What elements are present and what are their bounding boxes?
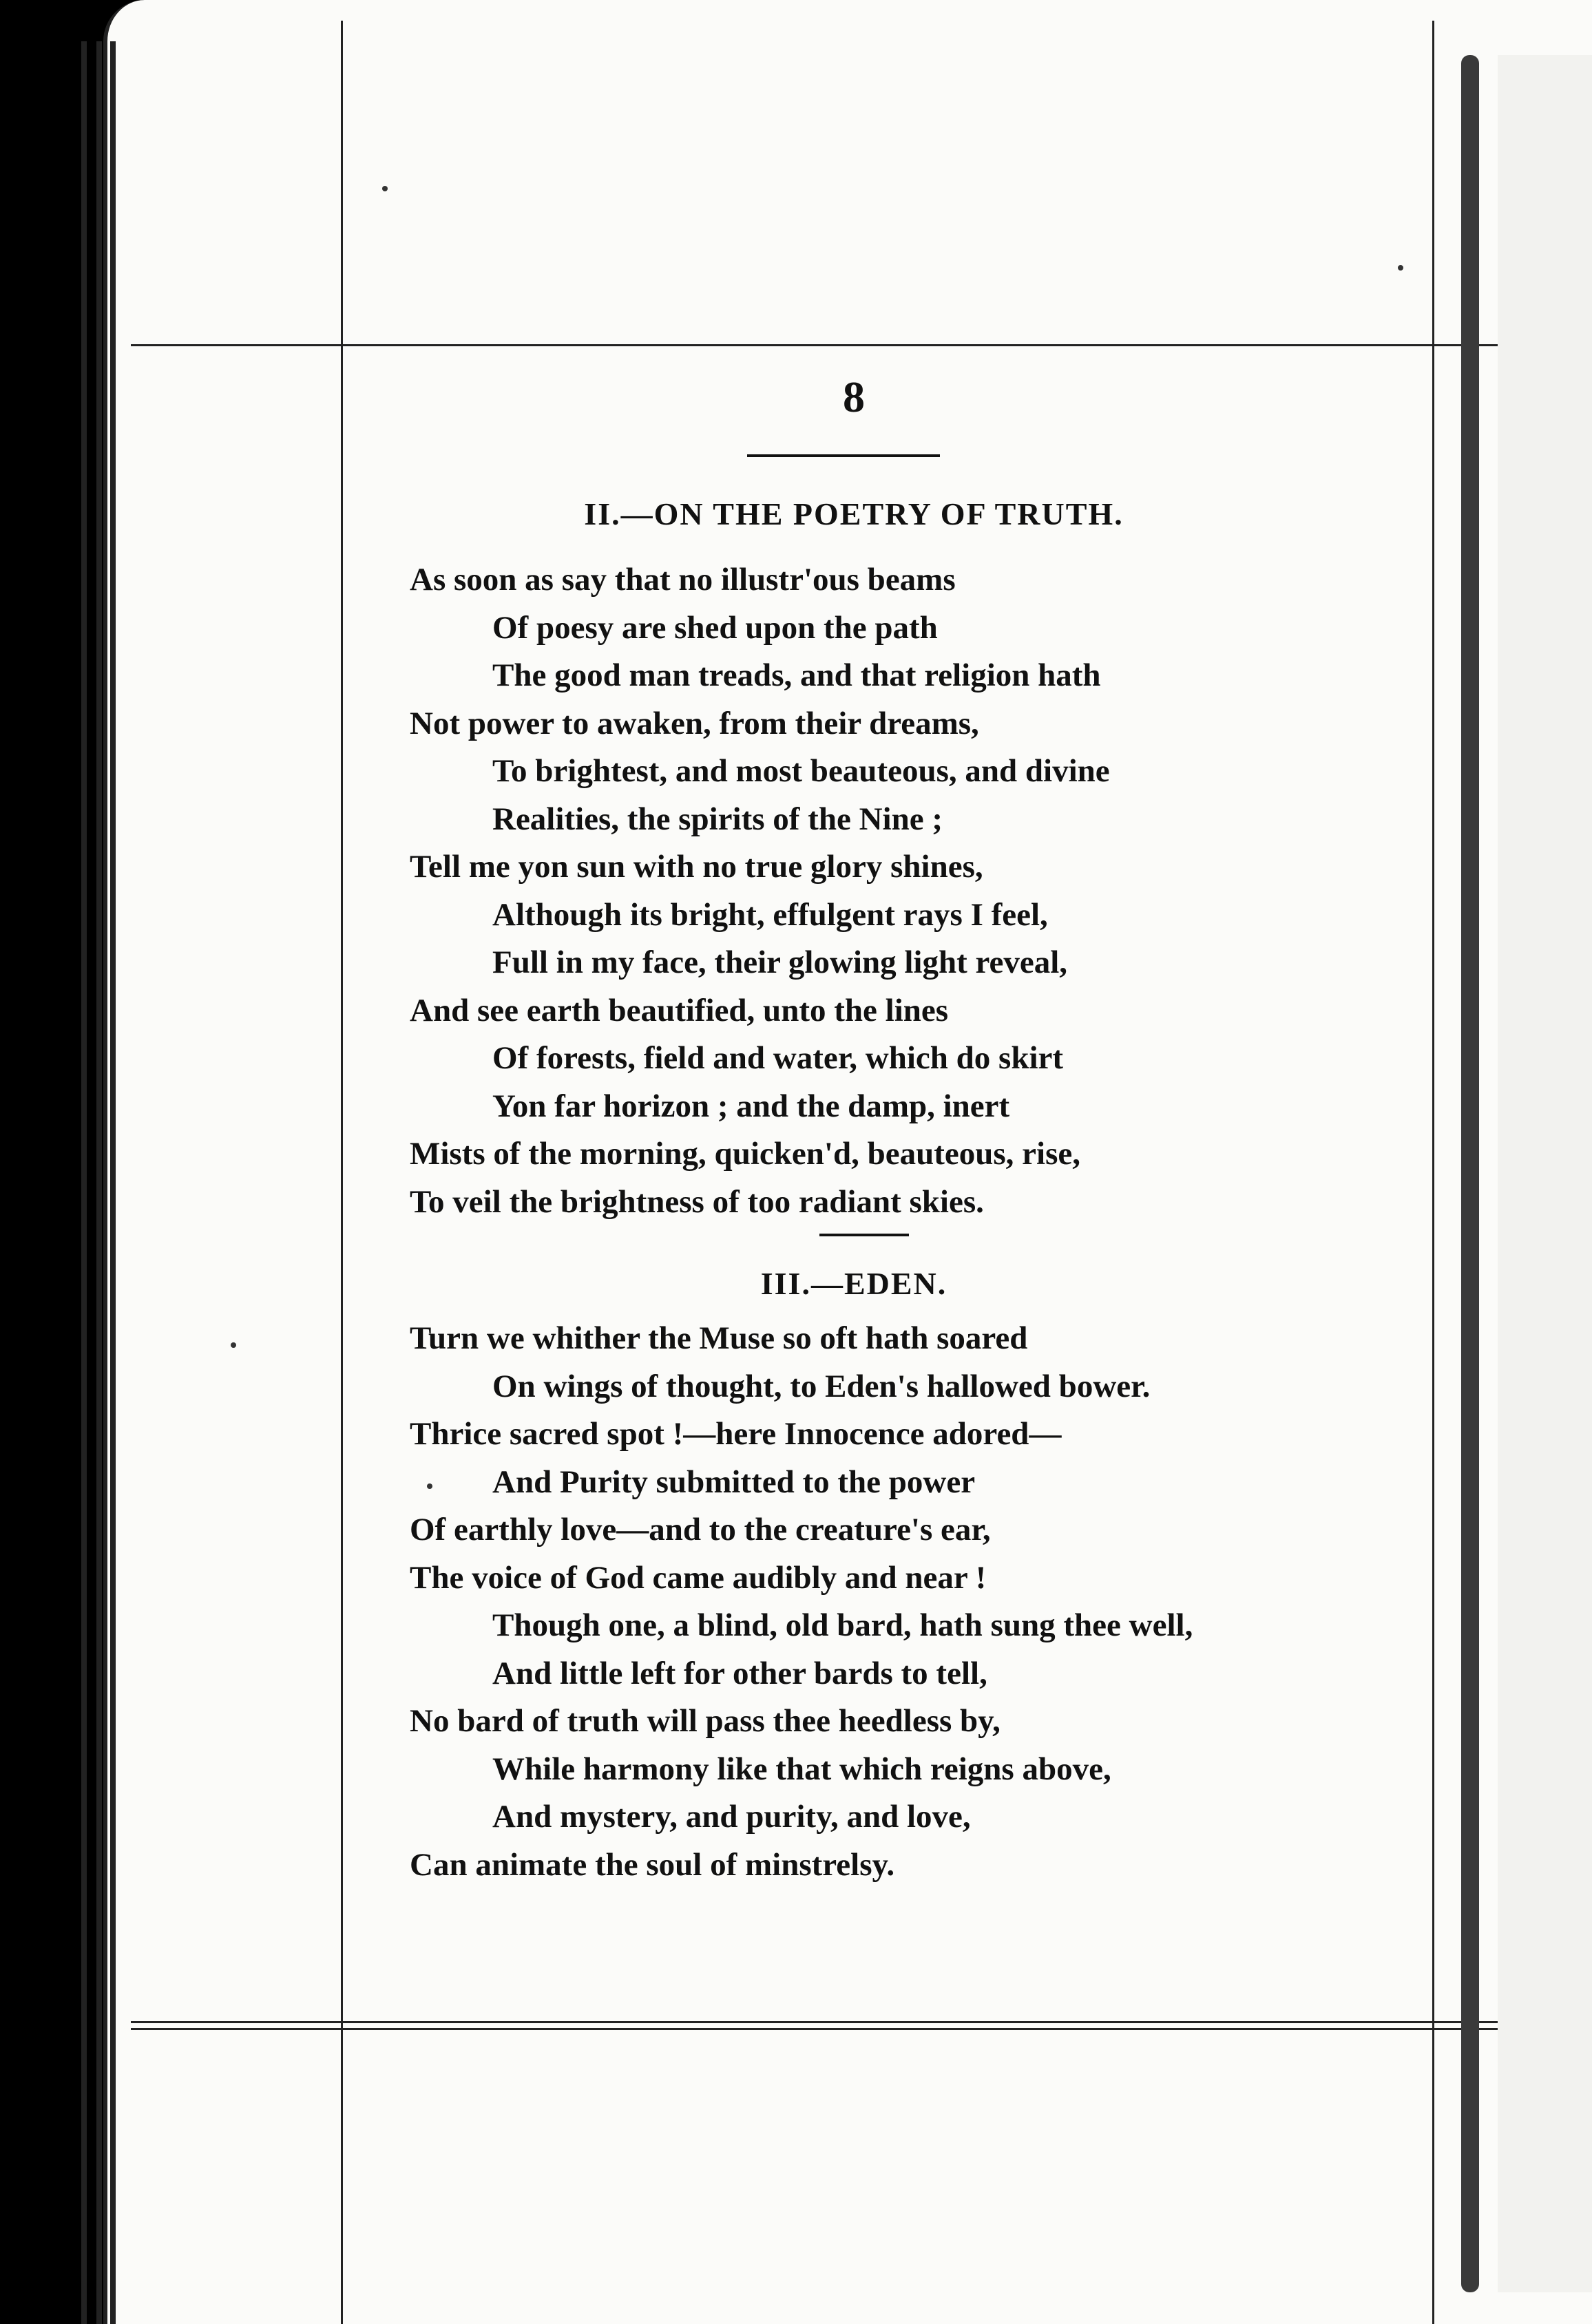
right-frame-rule xyxy=(1432,21,1434,2324)
poem-line: Thrice sacred spot !—here Innocence adored— xyxy=(410,1416,1062,1452)
poem-line: Realities, the spirits of the Nine ; xyxy=(492,801,943,837)
section-heading: III.—EDEN. xyxy=(760,1266,947,1301)
poem-line: The voice of God came audibly and near ! xyxy=(410,1559,987,1596)
page-edge xyxy=(81,41,87,2324)
poem-stanza xyxy=(410,1315,1387,1889)
left-frame-rule xyxy=(341,21,343,2324)
page-number: 8 xyxy=(843,372,865,421)
poem-line: And little left for other bards to tell, xyxy=(492,1655,987,1691)
poem-line: Although its bright, effulgent rays I feel, xyxy=(492,896,1048,933)
poem-stanza xyxy=(410,556,1387,1226)
ink-speck xyxy=(382,186,388,191)
poem-line: Though one, a blind, old bard, hath sung thee well, xyxy=(492,1607,1193,1643)
poem-line: On wings of thought, to Eden's hallowed bower. xyxy=(492,1368,1151,1404)
poem-line: Yon far horizon ; and the damp, inert xyxy=(492,1088,1010,1124)
divider-rule xyxy=(747,454,940,457)
poem-line: The good man treads, and that religion hath xyxy=(492,657,1101,693)
ink-speck xyxy=(231,1342,236,1348)
poem-line: And mystery, and purity, and love, xyxy=(492,1799,971,1835)
bottom-frame-rule xyxy=(131,2021,1592,2023)
page-edge xyxy=(96,41,102,2324)
poem-line: As soon as say that no illustr'ous beams xyxy=(410,562,956,598)
poem-line: To brightest, and most beauteous, and divine xyxy=(492,753,1110,789)
facing-page-edge xyxy=(1498,55,1592,2292)
poem-line: Of earthly love—and to the creature's ear, xyxy=(410,1512,991,1547)
poem-line: No bard of truth will pass thee heedless by, xyxy=(410,1703,1001,1739)
poem-line: Tell me yon sun with no true glory shines, xyxy=(410,849,983,885)
poem-line: While harmony like that which reigns above, xyxy=(492,1751,1111,1787)
poem-line: Can animate the soul of minstrelsy. xyxy=(410,1846,895,1883)
poem-line: Mists of the morning, quicken'd, beauteous, rise, xyxy=(410,1136,1080,1172)
poem-line: Turn we whither the Muse so oft hath soared xyxy=(410,1320,1028,1356)
poem-line: Not power to awaken, from their dreams, xyxy=(410,705,979,741)
binding-shadow xyxy=(1461,55,1479,2292)
poem-line: And see earth beautified, unto the lines xyxy=(410,992,949,1028)
divider-rule xyxy=(819,1234,909,1236)
poem-line: To veil the brightness of too radiant skies. xyxy=(410,1183,984,1220)
page-edge xyxy=(110,41,116,2324)
bottom-frame-rule xyxy=(131,2028,1592,2030)
top-frame-rule xyxy=(131,344,1592,346)
section-heading: II.—ON THE POETRY OF TRUTH. xyxy=(584,496,1124,531)
poem-line: And Purity submitted to the power xyxy=(492,1464,976,1500)
poem-line: Of forests, field and water, which do skirt xyxy=(492,1040,1064,1076)
poem-line: Full in my face, their glowing light reveal, xyxy=(492,944,1068,980)
ink-speck xyxy=(1398,265,1403,271)
poem-line: Of poesy are shed upon the path xyxy=(492,609,938,646)
